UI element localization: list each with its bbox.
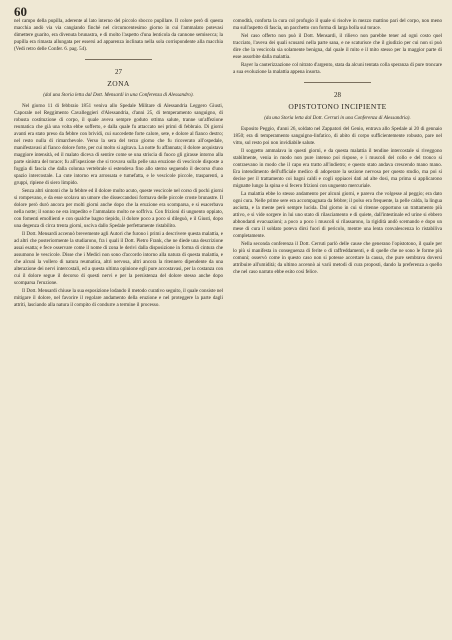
body-paragraph: Il Dott. Mensardi chiuse la sua esposizione lodando il metodo curativo seguito, il quale consiste nel mitigare il dolore, nel favorire il regolare andamento della eruzione e nel proteggere la parte dagli attriti, lasciando alla natura il compito di condurre a termine il processo.	[14, 288, 223, 309]
right-top-paragraph: Nel caso offerto non può il Dott. Mensardi, il rilievo non parebbe tener ad ogni costo quel tracciato, l'aveva dei quali scusarsi nella parte sana, e ne scaturisce che il giudizio per cui non si può dire che la vescicola sia solamente benigna, dal quale il mito e il mito stesso per la maggior parte di esse assorbite dalla malattia.	[233, 33, 442, 60]
body-paragraph: Esposito Peggio, d'anni 26, soldato nel Zappatori del Genio, entrava allo Spedale ai 20 di gennaio 1850; era di temperamento sanguigno-linfatico, di abito di corpo sufficientemente robusto, pare nel vitto, sul resto poi non invidiabile salute.	[233, 126, 442, 147]
body-paragraph: Senza altri sintomi che la febbre ed il dolore molto acuto, queste vescicole nel corso di pochi giorni si rompevano, e da esse scolava un umore che disseccandosi formava delle piccole croste brunastre. Il dolore però durò ancora per molti giorni anche dopo che la eruzione era scomparsa, e si esacerbava nella notte; il sonno ne era impedito e l'ammalato molto ne soffriva. Con frizioni di unguento oppiato, con fomenti emollienti e con qualche bagno tiepido, il dolore poco a poco si dileguò, e il Giusti, dopo una degenza di circa trenta giorni, usciva dallo Spedale perfettamente ristabilito.	[14, 188, 223, 230]
body-paragraph: Nel giorno 11 di febbraio 1851 veniva allo Spedale Militare di Alessandria Leggero Giusti, Caporale nel Reggimento Cavalleggieri d'Alessandria, d'anni 25, di temperamento sanguigno, di robusta costituzione di corpo, il quale aveva sempre goduto ottima salute, tranne un'affezione reumatica che già una volta ebbe sofferto, e dalla quale fu attaccato nei primi di febbraio. Di giorni avanti era stato preso da febbre con brividi, cui succedette forte calore, sete, e dolore al fianco destro; nel resto nulla di rimarchevole. Verso la sera del terzo giorno che fu ricoverato all'ospedale, manifestavasi al fianco dolore forte, per cui molto si agitava. La notte fu affannata; il dolore acquistava maggiore intensità, ed il malato diceva di sentire come se una striscia di fuoco gli girasse intorno alla parte sinistra del torace; fu all'ispezione che si trovava sulla pelle una eruzione di vescicole disposte a foggia di fascia che dalla colonna vertebrale si estendeva fino allo sterno seguendo il decorso d'uno spazio intercostale. La cute intorno era arrossata e tumefatta, e le vescicole piccole, trasparenti, a gruppi, ripiene di siero limpido.	[14, 103, 223, 187]
body-paragraph: Il soggetto ammalava in questi giorni, e da questa malattia il tendine intercostale si riveggono stabilmente, venia in modo non pure intenso poi rispose, e i muscoli del collo e del tronco si contraevano in modo che il capo era tratto all'indietro; e questo stato andava crescendo mano mano. Era intendimento dell'ufficiale medico di adoperare la sezione nervosa per questo studio, ma poi si decise per il trattamento coi bagni caldi e cogli oppiacei dati ad alte dosi, ma prima si applicarono mignatte lungo la spina e si fecero frizioni con unguento mercuriale.	[233, 148, 442, 190]
body-paragraph: La malattia ebbe lo stesso andamento per alcuni giorni, e pareva che volgesse al peggio; era dato ogni cura. Nelle prime sere era accompagnata da febbre; il polso era frequente, la pelle calda, la lingua asciutta, e la mente però sempre lucida. Dal giorno in cui si ritenne opportuno un trattamento più attivo, e si vide sorgere in lui uno stato di rilasciamento e di quiete, dall'intestinale ed urine si ebbero abbondanti evacuazioni; a poco a poco i muscoli si rilassarono, la rigidità andò scemando e dopo un mese di cura il soldato poteva dirsi fuori di pericolo, mentre una lenta convalescenza lo ristabiliva completamente.	[233, 191, 442, 240]
section-divider	[304, 82, 371, 83]
right-top-paragraph: Rayer la cauterizzazione col nitrato d'argento, stata da alcuni tentata colla speranza di pure troncare a sua evoluzione la malattia appena insorta.	[233, 62, 442, 75]
section-subtitle: (dal una Storia letta dal Dott. Mensardi in una Conferenza di Alessandro).	[43, 92, 194, 99]
section-title: OPISTOTONO INCIPIENTE	[288, 101, 387, 111]
right-top-paragraph: comodità, conforta la cura col profugio il quale si risolve in mezzo mattino pari del corpo, non meno ma sull'aspetto di fascia, un pacchetto con forma di larga bolla sul torace.	[233, 18, 442, 31]
left-column	[14, 18, 223, 634]
body-paragraph: Nella seconda conferenza il Dott. Cerruti parlò delle cause che generano l'opistotono, il quale per lo più si manifesta in conseguenza di ferite o di raffreddamenti, e di quelle che ne sono le forme più comuni; osservò come in questo caso non si potesse accertare la causa, che pure sembrava doversi attribuire all'umidità; da ultimo accennò ai varii metodi di cura proposti, dando la preferenza a quello che nel caso narrato ebbe esito così felice.	[233, 241, 442, 276]
page-number: 60	[14, 4, 27, 19]
section-number: 27	[115, 68, 122, 76]
section-divider	[85, 59, 152, 60]
section-subtitle: (da una Storia letta dal Dott. Cerruti in una Conferenza di Alessandria).	[264, 115, 411, 122]
left-top-paragraph: nel campo della pupilla, aderente al lato interno del piccolo sbocco pupillare. Il colore però di questa macchia andò via via cangiando finchè nel circumcentesimo giorno in cui l'ammalato potevasi dimettere guarito, era divenuta brunastra, e di molto l'aspetto d'una lenticola da cannone semisecca; la pupilla era rimasta allungata per essersi ad apparenza inclinata nella sola corrispondente alla macchia (Vedi retro delle Confer. 6. pag. 54).	[14, 18, 223, 52]
body-paragraph: Il Dott. Mensardi accennò brevemente agli Autori che furono i primi a descrivere questa malattia, e ad altri che posteriormente la studiarono, fra i quali il Dott. Pietro Frank, che ne diede una descrizione assai esatta; e fece osservare come il nome di zona le derivi dalla disposizione in forma di cintura che assumono le vescicole. Disse che i Medici non sono d'accordo intorno alla natura di questa malattia, e che alcuni la vollero di natura reumatica, altri nervosa, altri ancora la ritennero dipendente da una alterazione dei nervi intercostali, ed a questa ultima opinione egli pure accostavasi, per la costanza con cui il dolore segue il decorso di questi nervi e per la persistenza del dolore stesso anche dopo scomparsa l'eruzione.	[14, 231, 223, 287]
section-title: ZONA	[107, 78, 130, 88]
section-number: 28	[334, 91, 341, 99]
text-columns	[14, 18, 442, 634]
right-column	[233, 18, 442, 634]
